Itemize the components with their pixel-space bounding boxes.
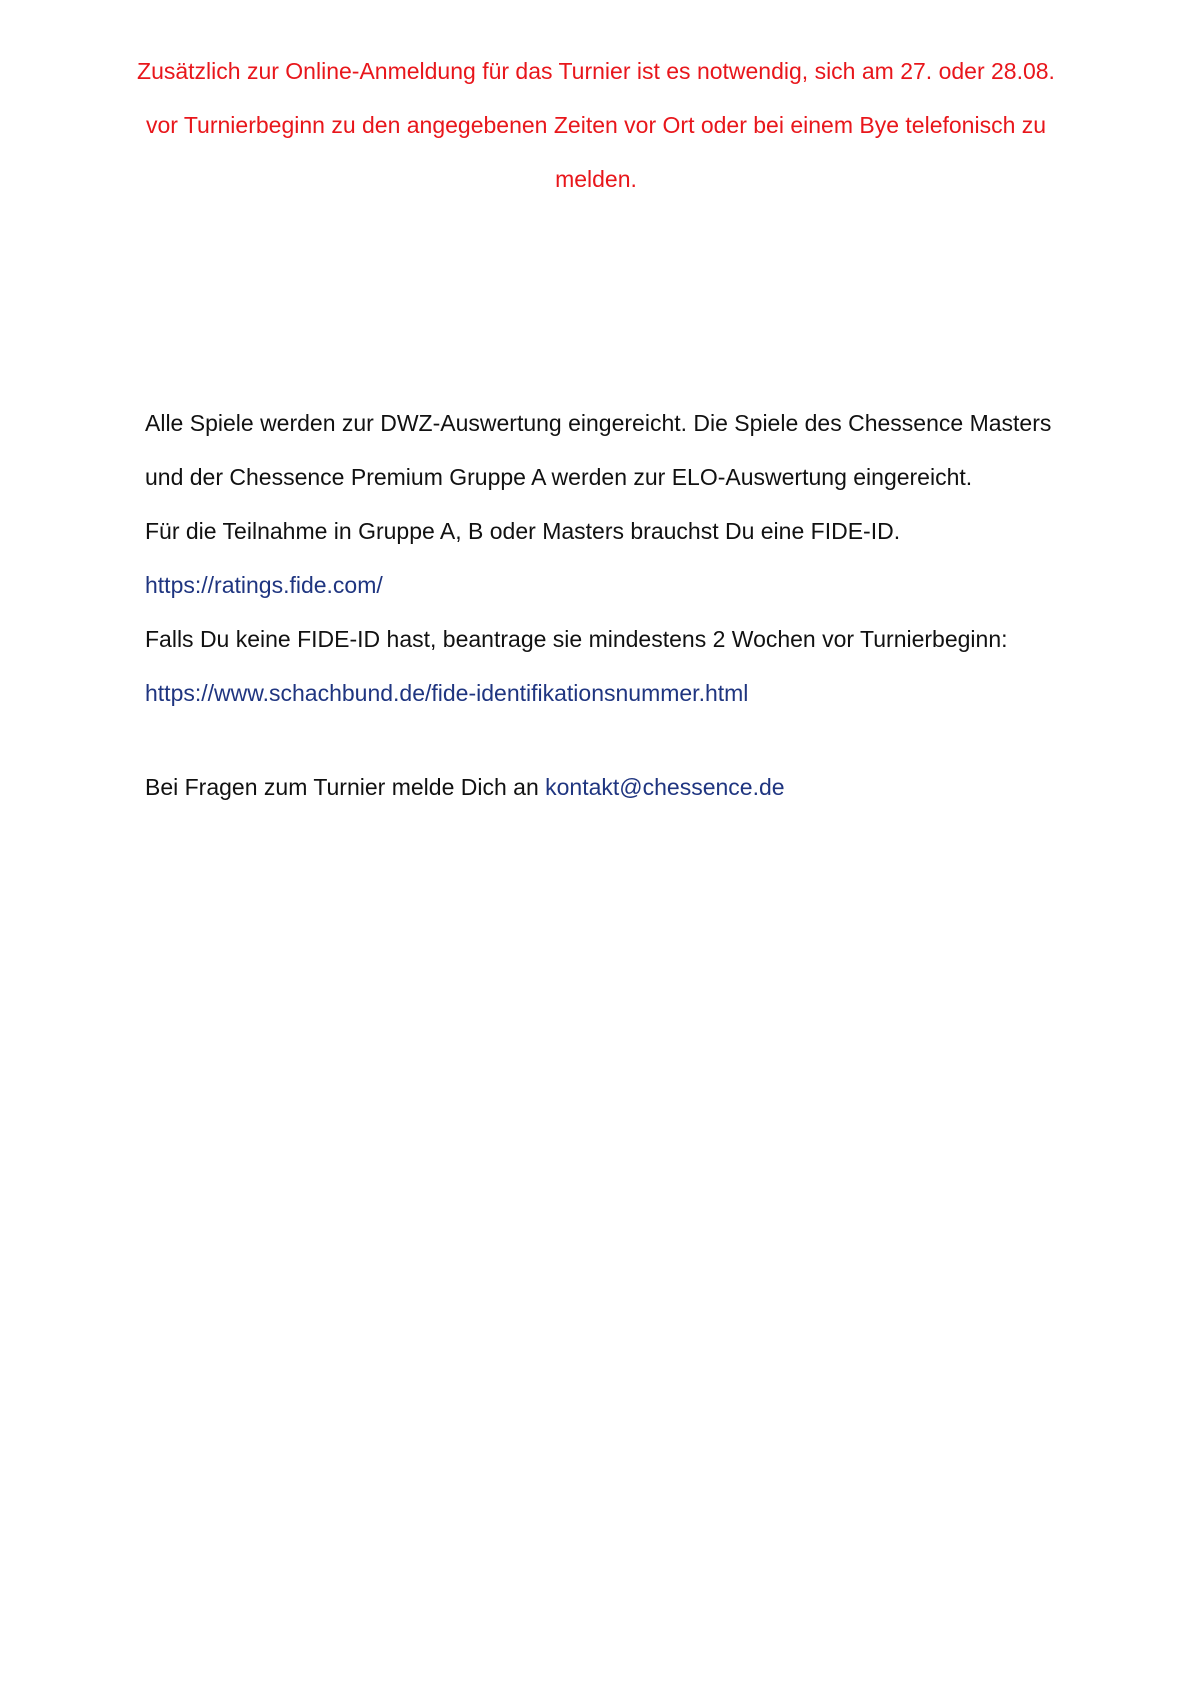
registration-notice: [130, 44, 1062, 206]
tournament-info: [145, 396, 1065, 814]
fide-ratings-link[interactable]: https://ratings.fide.com/: [145, 572, 383, 598]
fide-requirement-text: Für die Teilnahme in Gruppe A, B oder Masters brauchst Du eine FIDE-ID.: [145, 518, 901, 544]
contact-email-link[interactable]: kontakt@chessence.de: [545, 774, 785, 800]
paragraph-gap: [145, 720, 1065, 760]
notice-line-1: Zusätzlich zur Online-Anmeldung für das Turnier ist es notwendig, sich am 27. oder 28.08.: [137, 58, 1055, 84]
notice-line-2: vor Turnierbeginn zu den angegebenen Zeiten vor Ort oder bei einem Bye telefonisch zu melden.: [145, 112, 1047, 192]
fide-apply-link[interactable]: https://www.schachbund.de/fide-identifikationsnummer.html: [145, 680, 749, 706]
contact-text: Bei Fragen zum Turnier melde Dich an: [145, 774, 546, 800]
evaluation-paragraph: Alle Spiele werden zur DWZ-Auswertung eingereicht. Die Spiele des Chessence Masters und der Chessence Premium Gruppe A werden zur ELO-Auswertung eingereicht.: [145, 410, 1052, 490]
contact-line: [145, 760, 1065, 814]
fide-ratings-line: [145, 558, 1065, 612]
fide-apply-text: Falls Du keine FIDE-ID hast, beantrage sie mindestens 2 Wochen vor Turnierbeginn:: [145, 626, 1008, 652]
fide-apply-line: [145, 666, 1065, 720]
